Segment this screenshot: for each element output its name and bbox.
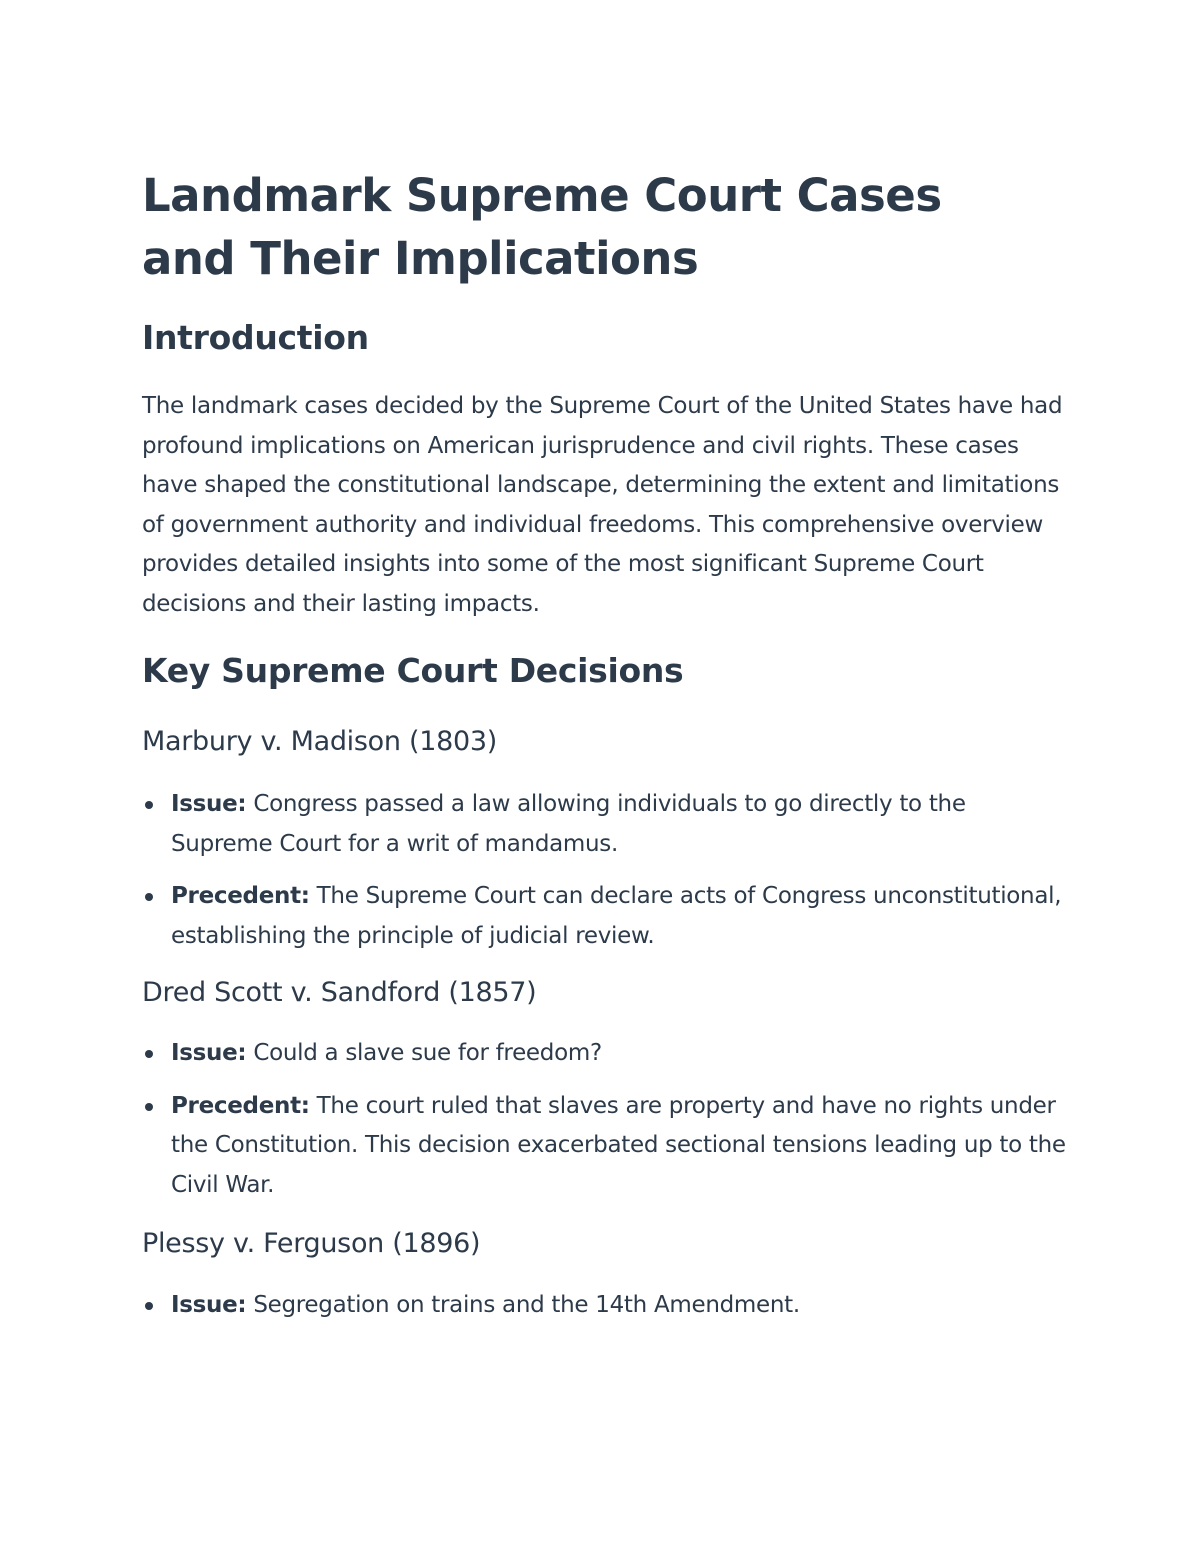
case-list-dred-scott [142,1034,1072,1218]
list-item [142,785,1072,864]
bullet-icon [145,1103,153,1111]
bullet-icon [145,1302,153,1310]
item-term: Issue: [171,1040,247,1066]
list-item [142,877,1072,956]
item-term: Issue: [171,791,247,817]
list-item [142,1286,1072,1326]
item-term: Precedent: [171,883,310,910]
introduction-heading: Introduction [142,318,369,357]
list-item [142,1034,1072,1074]
case-heading-marbury: Marbury v. Madison (1803) [142,726,497,757]
item-text: Could a slave sue for freedom? [246,1040,602,1066]
item-text: The court ruled that slaves are property and have no rights under the Constitution. This decision exacerbated sectional tensions leading up to the Civil War. [171,1092,1066,1198]
introduction-paragraph: The landmark cases decided by the Supreme Court of the United States have had profound implications on American jurisprudence and civil rights. These cases have shaped the constitutional landscape, determining the extent and limitations of government authority and individual freedoms. This comprehensive overview provides detailed insights into some of the most significant Supreme Court decisions and their lasting impacts. [142,393,1063,617]
case-list-plessy [142,1286,1072,1339]
bullet-icon [145,893,153,901]
item-text: Congress passed a law allowing individuals to go directly to the Supreme Court for a writ of mandamus. [171,791,966,857]
item-term: Precedent: [171,1092,310,1119]
bullet-icon [145,801,153,809]
item-term: Issue: [171,1292,247,1318]
case-heading-plessy: Plessy v. Ferguson (1896) [142,1228,481,1259]
item-text: Segregation on trains and the 14th Amendment. [246,1292,800,1318]
bullet-icon [145,1050,153,1058]
document-title: Landmark Supreme Court Cases and Their Implications [142,169,942,285]
list-item [142,1087,1072,1206]
item-text: The Supreme Court can declare acts of Congress unconstitutional, establishing the principle of judicial review. [171,883,1062,949]
case-heading-dred-scott: Dred Scott v. Sandford (1857) [142,977,537,1008]
key-decisions-heading: Key Supreme Court Decisions [142,651,684,690]
case-list-marbury [142,785,1072,969]
